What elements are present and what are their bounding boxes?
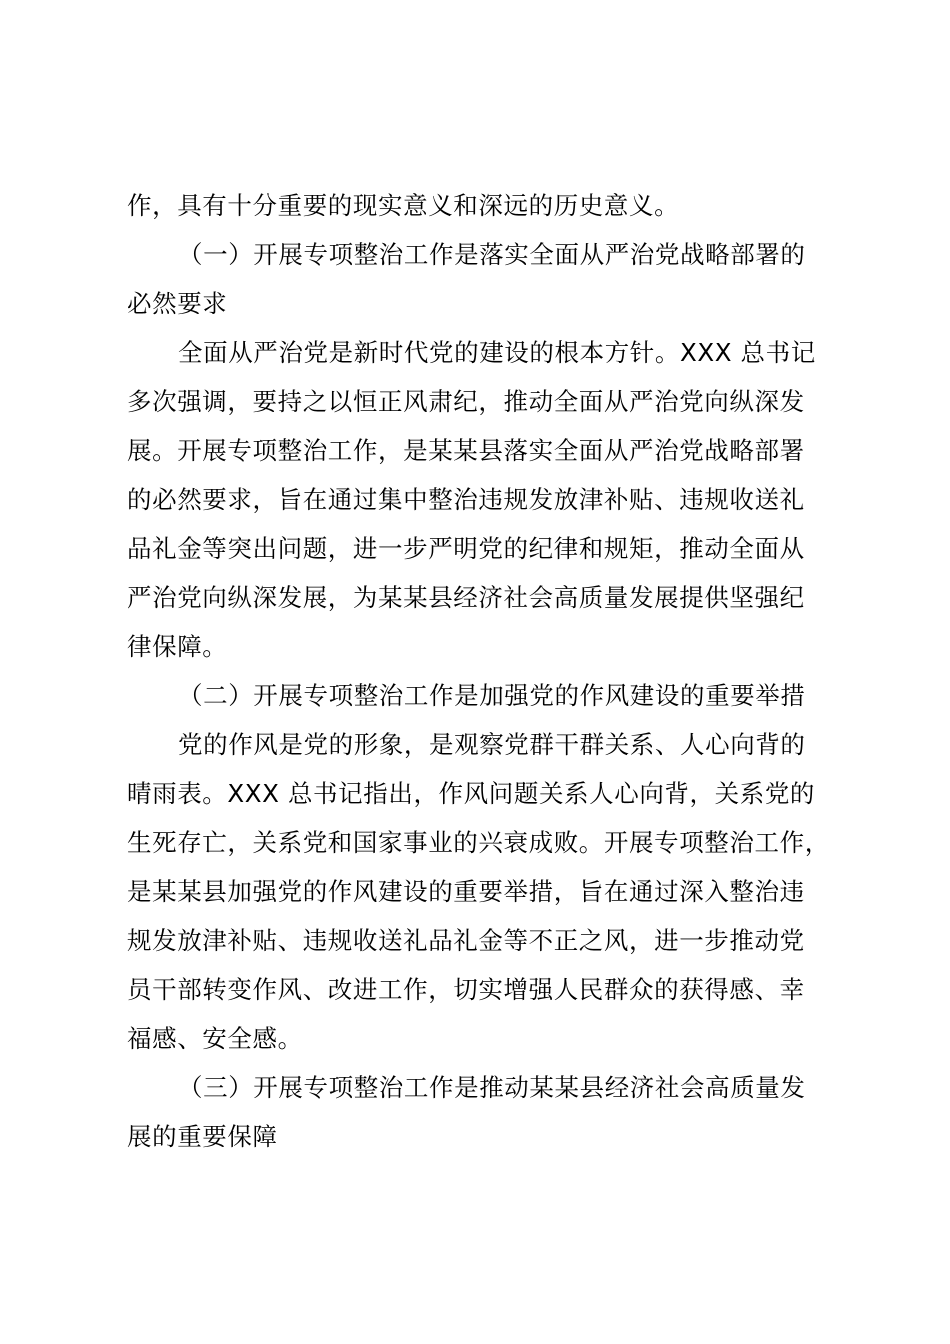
- paragraph-line: 生死存亡，关系党和国家事业的兴衰成败。开展专项整治工作，: [127, 828, 830, 857]
- paragraph-line: 品礼金等突出问题，进一步严明党的纪律和规矩，推动全面从: [127, 534, 805, 563]
- paragraph-line: 福感、安全感。: [127, 1024, 303, 1053]
- paragraph-line: 多次强调，要持之以恒正风肃纪，推动全面从严治党向纵深发: [127, 387, 805, 416]
- document-body: [127, 181, 837, 1161]
- paragraph-line: 的必然要求，旨在通过集中整治违规发放津补贴、违规收送礼: [127, 485, 805, 514]
- paragraph-line: 全面从严治党是新时代党的建设的根本方针。XXX 总书记: [178, 338, 816, 367]
- paragraph-line: 晴雨表。XXX 总书记指出，作风问题关系人心向背，关系党的: [127, 779, 816, 808]
- section-heading-1-continued: 必然要求: [127, 289, 228, 318]
- section-heading-1: （一）开展专项整治工作是落实全面从严治党战略部署的: [178, 240, 806, 269]
- section-heading-2: （二）开展专项整治工作是加强党的作风建设的重要举措: [178, 681, 806, 710]
- paragraph-line: 规发放津补贴、违规收送礼品礼金等不正之风，进一步推动党: [127, 926, 805, 955]
- paragraph-line: 党的作风是党的形象，是观察党群干群关系、人心向背的: [178, 730, 806, 759]
- paragraph-line: 是某某县加强党的作风建设的重要举措，旨在通过深入整治违: [127, 877, 805, 906]
- paragraph-line: 展。开展专项整治工作，是某某县落实全面从严治党战略部署: [127, 436, 805, 465]
- paragraph-line: 作，具有十分重要的现实意义和深远的历史意义。: [127, 191, 680, 220]
- paragraph-line: 律保障。: [127, 632, 228, 661]
- section-heading-3: （三）开展专项整治工作是推动某某县经济社会高质量发: [178, 1073, 806, 1102]
- paragraph-line: 员干部转变作风、改进工作，切实增强人民群众的获得感、幸: [127, 975, 805, 1004]
- paragraph-line: 严治党向纵深发展，为某某县经济社会高质量发展提供坚强纪: [127, 583, 805, 612]
- section-heading-3-continued: 展的重要保障: [127, 1122, 278, 1151]
